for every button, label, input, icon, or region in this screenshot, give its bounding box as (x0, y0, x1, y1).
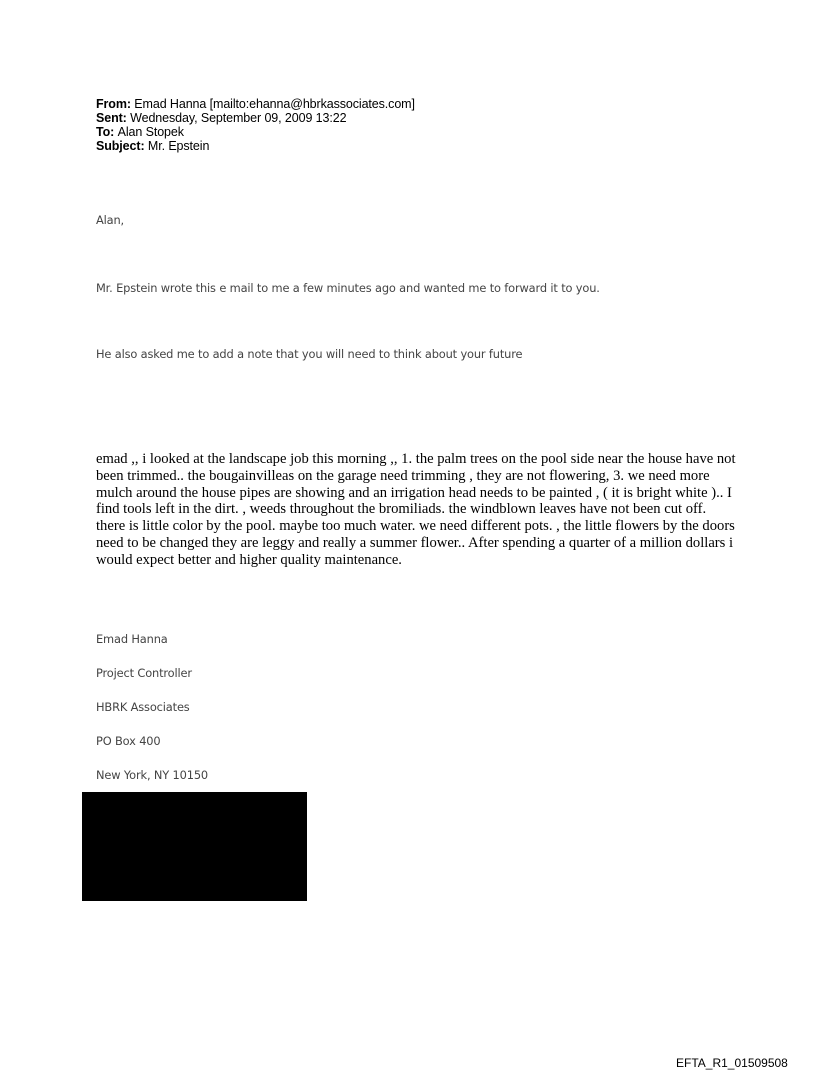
subject-label: Subject: (96, 139, 148, 153)
to-value: Alan Stopek (117, 125, 184, 139)
email-header (96, 97, 415, 153)
from-row (96, 97, 415, 111)
signature-title: Project Controller (96, 666, 192, 680)
signature-address-1: PO Box 400 (96, 734, 161, 748)
document-id: EFTA_R1_01509508 (676, 1056, 788, 1070)
signature-name: Emad Hanna (96, 632, 168, 646)
sent-label: Sent: (96, 111, 131, 125)
signature-company: HBRK Associates (96, 700, 190, 714)
body-paragraph-2: He also asked me to add a note that you will need to think about your future (96, 347, 523, 361)
body-paragraph-1: Mr. Epstein wrote this e mail to me a few minutes ago and wanted me to forward it to you. (96, 281, 600, 295)
to-row (96, 125, 415, 139)
sent-value: Wednesday, September 09, 2009 13:22 (130, 111, 347, 125)
redaction-box (82, 792, 307, 901)
from-label: From: (96, 97, 135, 111)
forwarded-message: emad ,, i looked at the landscape job this morning ,, 1. the palm trees on the pool side near the house have not been trimmed.. the bougainvilleas on the garage need trimming , they are not flowering, 3. we need more mulch around the house pipes are showing and an irrigation head needs to be painted , ( it is bright white ).. I find tools left in the dirt. , weeds throughout the bromiliads. the windblown leaves have not been cut off. there is little color by the pool. maybe too much water. we need different pots. , the little flowers by the doors need to be changed they are leggy and really a summer flower.. After spending a quarter of a million dollars i would expect better and higher quality maintenance. (96, 451, 736, 568)
from-value: Emad Hanna [mailto:ehanna@hbrkassociates.com] (134, 97, 415, 111)
signature-address-2: New York, NY 10150 (96, 768, 209, 782)
greeting: Alan, (96, 213, 125, 227)
sent-row (96, 111, 415, 125)
subject-value: Mr. Epstein (147, 139, 210, 153)
subject-row (96, 139, 415, 153)
to-label: To: (96, 125, 118, 139)
